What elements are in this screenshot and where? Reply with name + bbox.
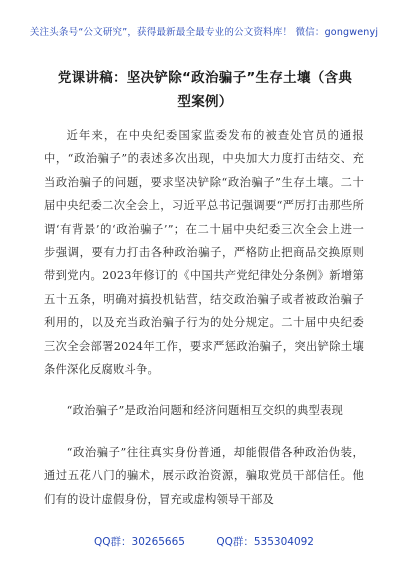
paragraph-intro: 近年来，在中央纪委国家监委发布的被查处官员的通报中，“政治骗子”的表述多次出现，中央加大力度打击结交、充当政治骗子的问题，要求坚决铲除“政治骗子”生存土壤。二十届中央纪委二次全会上，习近平总书记强调要“严厉打击那些所谓‘有背景’的‘政治骗子’”；在二十届中央纪委三次全会上进一步强调，要有力打击各种政治骗子，严格防止把商品交换原则带到党内。2023年修订的《中国共产党纪律处分条例》新增第五十五条，明确对搞投机钻营，结交政治骗子或者被政治骗子利用的，以及充当政治骗子行为的处分规定。二十届中央纪委三次全会部署2024年工作，要求严惩政治骗子，突出铲除土壤条件深化反腐败斗争。 [44, 129, 364, 377]
document-body [44, 124, 364, 511]
footer-contact [0, 534, 408, 549]
paragraph-gap [44, 423, 364, 441]
document-title: 党课讲稿：坚决铲除“政治骗子”生存土壤（含典型案例） [57, 70, 353, 110]
paragraph-gap [44, 381, 364, 399]
paragraph-detail: “政治骗子”往往真实身份普通，却能假借各种政治伪装，通过五花八门的骗术，展示政治资源，骗取党员干部信任。他们有的设计虚假身份，冒充或虚构领导干部及 [44, 445, 364, 506]
paragraph-subheading: “政治骗子”是政治问题和经济问题相互交织的典型表现 [66, 404, 343, 418]
qq-group-1: QQ群：30265665 [94, 536, 185, 548]
qq-group-2: QQ群：535304092 [216, 536, 314, 548]
header-banner: 关注头条号“公文研究”，获得最新最全最专业的公文资料库！ 微信：gongwenyj [29, 27, 379, 38]
